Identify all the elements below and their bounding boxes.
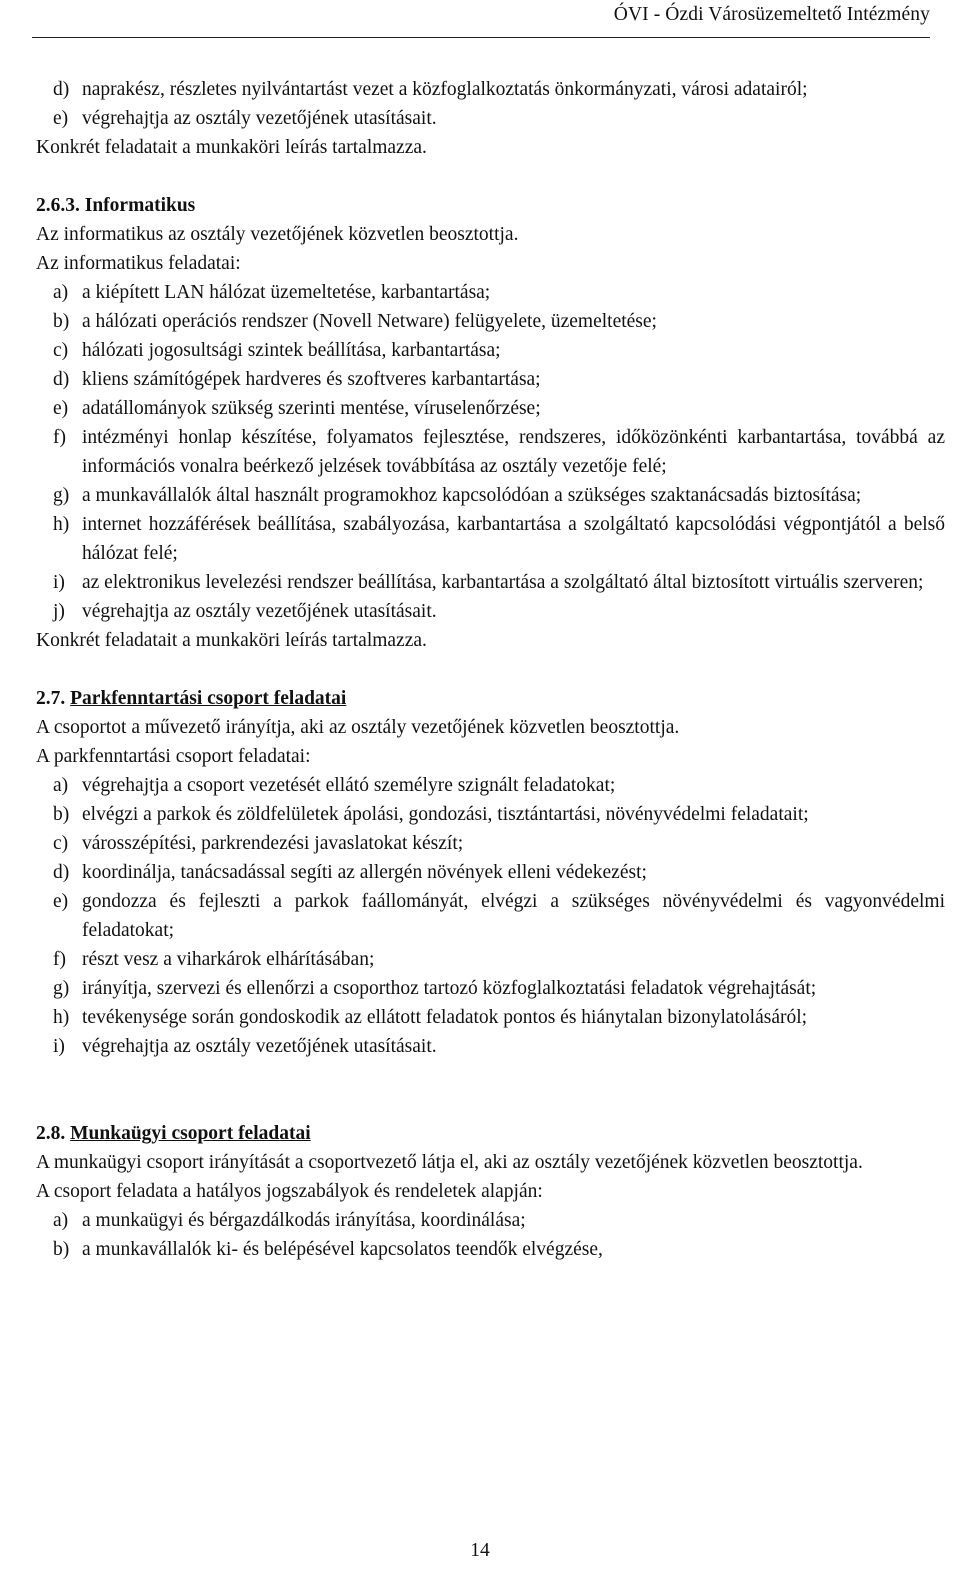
list-marker: a) (53, 775, 69, 796)
page-number: 14 (470, 1540, 490, 1561)
list-marker: c) (53, 340, 69, 361)
list-marker: f) (53, 949, 66, 970)
section-title: Informatikus (84, 195, 196, 216)
section-number: 2.8. (36, 1123, 66, 1144)
list-text: az elektronikus levelezési rendszer beállítása, karbantartása a szolgáltató által biztosított virtuális szerveren; (82, 572, 924, 593)
list-item (36, 510, 945, 568)
list-marker: e) (53, 398, 69, 419)
list-marker: j) (53, 601, 65, 622)
list-text: a hálózati operációs rendszer (Novell Netware) felügyelete, üzemeltetése; (82, 311, 657, 332)
list-marker: d) (53, 862, 70, 883)
list-item (36, 858, 945, 887)
list-text: tevékenysége során gondoskodik az ellátott feladatok pontos és hiánytalan bizonylatolásáról; (82, 1007, 808, 1028)
list-text: városszépítési, parkrendezési javaslatokat készít; (82, 833, 464, 854)
list-marker: e) (53, 108, 69, 129)
list-item (36, 336, 945, 365)
list-text: hálózati jogosultsági szintek beállítása, karbantartása; (82, 340, 501, 361)
list-item (36, 307, 945, 336)
list-text: részt vesz a viharkárok elhárításában; (82, 949, 375, 970)
list-item (36, 568, 945, 597)
list-item (36, 1003, 945, 1032)
list-item (36, 597, 945, 626)
list-marker: b) (53, 311, 70, 332)
list-text: gondozza és fejleszti a parkok faállományát, elvégzi a szükséges növényvédelmi és vagyonvédelmi feladatokat; (82, 891, 945, 941)
document-body (36, 75, 945, 1264)
list-text: internet hozzáférések beállítása, szabályozása, karbantartása a szolgáltató kapcsolódási végpontjától a belső hálózat felé; (82, 514, 945, 564)
list-text: naprakész, részletes nyilvántartást vezet a közfoglalkoztatás önkormányzati, városi adatairól; (82, 79, 808, 100)
closing-paragraph: Konkrét feladatait a munkaköri leírás tartalmazza. (36, 137, 427, 158)
list-text: végrehajtja az osztály vezetőjének utasításait. (82, 108, 437, 129)
section-heading-2-7 (36, 684, 945, 713)
paragraph: Az informatikus feladatai: (36, 253, 241, 274)
list-item (36, 481, 945, 510)
list-item (36, 829, 945, 858)
section-heading-2-8 (36, 1119, 945, 1148)
list-marker: g) (53, 978, 70, 999)
list-item (36, 771, 945, 800)
list-marker: b) (53, 1239, 70, 1260)
list-item (36, 1235, 945, 1264)
list-text: kliens számítógépek hardveres és szoftveres karbantartása; (82, 369, 541, 390)
list-marker: i) (53, 1036, 65, 1057)
section-title: Munkaügyi csoport feladatai (70, 1123, 311, 1144)
list-text: végrehajtja a csoport vezetését ellátó személyre szignált feladatokat; (82, 775, 616, 796)
list-text: koordinálja, tanácsadással segíti az allergén növények elleni védekezést; (82, 862, 647, 883)
paragraph: A csoport feladata a hatályos jogszabályok és rendeletek alapján: (36, 1181, 543, 1202)
list-item (36, 278, 945, 307)
section-title: Parkfenntartási csoport feladatai (70, 688, 347, 709)
list-item (36, 945, 945, 974)
list-marker: d) (53, 79, 70, 100)
list-marker: g) (53, 485, 70, 506)
list-item (36, 394, 945, 423)
list-marker: i) (53, 572, 65, 593)
list-marker: f) (53, 427, 66, 448)
list-text: a munkavállalók által használt programokhoz kapcsolódóan a szükséges szaktanácsadás biztosítása; (82, 485, 862, 506)
list-text: adatállományok szükség szerinti mentése, víruselenőrzése; (82, 398, 541, 419)
paragraph: A csoportot a művezető irányítja, aki az osztály vezetőjének közvetlen beosztottja. (36, 717, 680, 738)
paragraph: A parkfenntartási csoport feladatai: (36, 746, 311, 767)
list-marker: a) (53, 1210, 69, 1231)
list-item (36, 365, 945, 394)
list-item (36, 800, 945, 829)
section-heading-2-6-3 (36, 191, 945, 220)
list-text: végrehajtja az osztály vezetőjének utasításait. (82, 1036, 437, 1057)
list-marker: h) (53, 514, 70, 535)
list-text: elvégzi a parkok és zöldfelületek ápolási, gondozási, tisztántartási, növényvédelmi feladatait; (82, 804, 809, 825)
list-marker: e) (53, 891, 69, 912)
list-text: végrehajtja az osztály vezetőjének utasításait. (82, 601, 437, 622)
list-text: a kiépített LAN hálózat üzemeltetése, karbantartása; (82, 282, 491, 303)
list-marker: h) (53, 1007, 70, 1028)
closing-paragraph: Konkrét feladatait a munkaköri leírás tartalmazza. (36, 630, 427, 651)
list-item (36, 1032, 945, 1061)
page-header-title: ÓVI - Ózdi Városüzemeltető Intézmény (613, 4, 930, 25)
list-marker: c) (53, 833, 69, 854)
list-text: intézményi honlap készítése, folyamatos fejlesztése, rendszeres, időközönkénti karbantartása, továbbá az információs vonalra beérkező jelzések továbbítása az osztály vezetője felé; (82, 427, 945, 477)
list-marker: b) (53, 804, 70, 825)
header-rule (32, 37, 930, 38)
list-item (36, 104, 945, 133)
list-item (36, 974, 945, 1003)
list-text: a munkaügyi és bérgazdálkodás irányítása, koordinálása; (82, 1210, 526, 1231)
list-item (36, 423, 945, 481)
list-marker: a) (53, 282, 69, 303)
list-item (36, 75, 945, 104)
list-text: irányítja, szervezi és ellenőrzi a csoporthoz tartozó közfoglalkoztatási feladatok végrehajtását; (82, 978, 817, 999)
paragraph: Az informatikus az osztály vezetőjének közvetlen beosztottja. (36, 224, 519, 245)
list-marker: d) (53, 369, 70, 390)
section-number: 2.6.3. (36, 195, 80, 216)
section-number: 2.7. (36, 688, 66, 709)
list-text: a munkavállalók ki- és belépésével kapcsolatos teendők elvégzése, (82, 1239, 603, 1260)
paragraph: A munkaügyi csoport irányítását a csoportvezető látja el, aki az osztály vezetőjének közvetlen beosztottja. (36, 1152, 863, 1173)
list-item (36, 887, 945, 945)
list-item (36, 1206, 945, 1235)
